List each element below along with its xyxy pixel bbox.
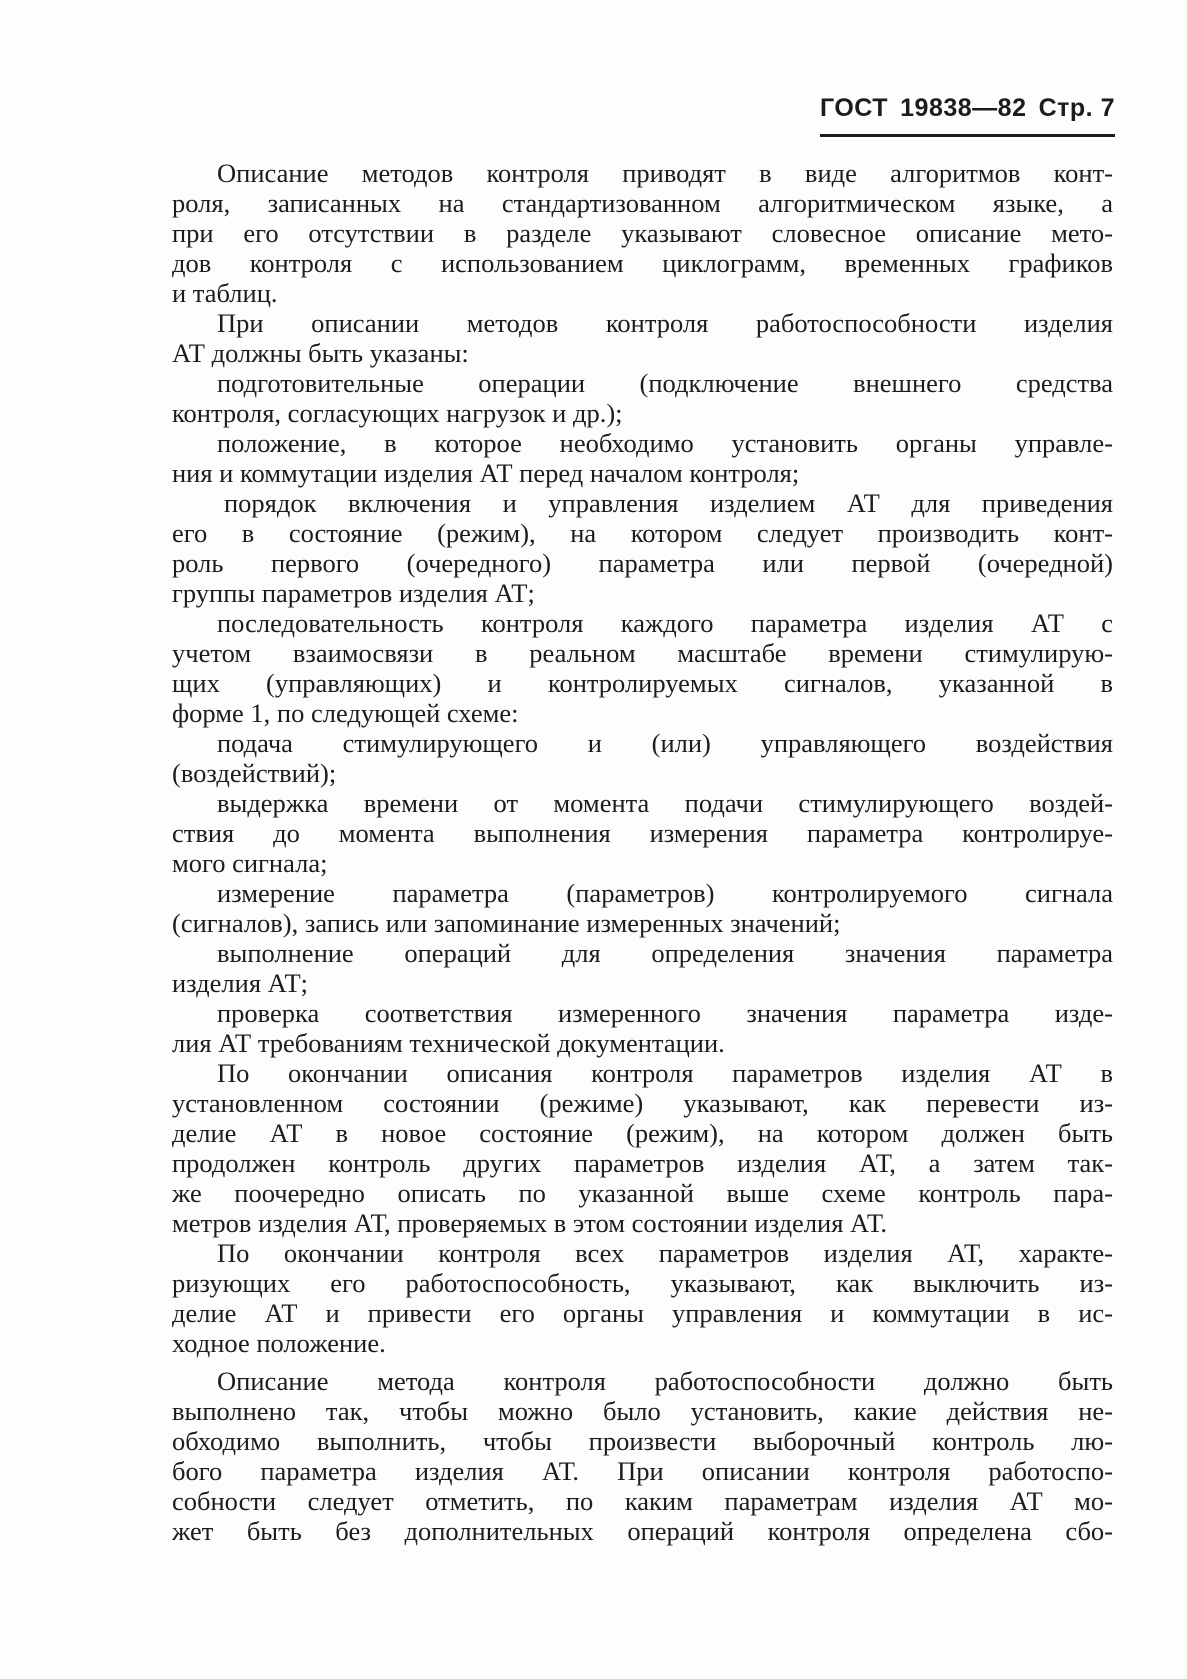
text-line: выдержка времени от момента подачи стимулирующего воздей- bbox=[217, 788, 1113, 818]
text-line: метров изделия АТ, проверяемых в этом состоянии изделия АТ. bbox=[172, 1208, 888, 1238]
paragraph bbox=[172, 158, 1113, 308]
text-line: контроля, согласующих нагрузок и др.); bbox=[172, 398, 623, 428]
text-line: же поочередно описать по указанной выше схеме контроль пара- bbox=[172, 1178, 1113, 1208]
text-line: выполнение операций для определения значения параметра bbox=[217, 938, 1113, 968]
text-line: подготовительные операции (подключение внешнего средства bbox=[217, 368, 1113, 398]
paragraph bbox=[172, 308, 1113, 368]
text-line: жет быть без дополнительных операций контроля определена сбо- bbox=[172, 1516, 1113, 1546]
paragraph bbox=[172, 608, 1113, 728]
text-line: По окончании описания контроля параметров изделия АТ в bbox=[217, 1058, 1113, 1088]
text-line: Описание методов контроля приводят в виде алгоритмов конт- bbox=[217, 158, 1113, 188]
text-line: обходимо выполнить, чтобы произвести выборочный контроль лю- bbox=[172, 1426, 1113, 1456]
page-header bbox=[820, 94, 1115, 123]
paragraph bbox=[172, 1238, 1113, 1358]
text-line: мого сигнала; bbox=[172, 848, 328, 878]
text-line: делие АТ в новое состояние (режим), на котором должен быть bbox=[172, 1118, 1113, 1148]
text-line: группы параметров изделия АТ; bbox=[172, 578, 535, 608]
standard-label: ГОСТ bbox=[820, 94, 888, 122]
text-line: продолжен контроль других параметров изделия АТ, а затем так- bbox=[172, 1148, 1113, 1178]
text-line: при его отсутствии в разделе указывают словесное описание мето- bbox=[172, 218, 1113, 248]
text-line: проверка соответствия измеренного значения параметра изде- bbox=[217, 998, 1113, 1028]
text-line: форме 1, по следующей схеме: bbox=[172, 698, 519, 728]
paragraph bbox=[172, 938, 1113, 998]
text-line: его в состояние (режим), на котором следует производить конт- bbox=[172, 518, 1113, 548]
text-line: положение, в которое необходимо установить органы управле- bbox=[217, 428, 1113, 458]
text-line: (воздействий); bbox=[172, 758, 337, 788]
standard-number: 19838—82 bbox=[900, 94, 1027, 122]
text-line: При описании методов контроля работоспособности изделия bbox=[217, 308, 1113, 338]
paragraph bbox=[172, 788, 1113, 878]
text-line: и таблиц. bbox=[172, 278, 278, 308]
text-line: бого параметра изделия АТ. При описании контроля работоспо- bbox=[172, 1456, 1113, 1486]
text-line: АТ должны быть указаны: bbox=[172, 338, 469, 368]
paragraph bbox=[172, 878, 1113, 938]
text-line: учетом взаимосвязи в реальном масштабе времени стимулирую- bbox=[172, 638, 1113, 668]
text-line: порядок включения и управления изделием АТ для приведения bbox=[224, 488, 1113, 518]
paragraph bbox=[172, 728, 1113, 788]
paragraph-gap bbox=[172, 1358, 1113, 1366]
text-line: измерение параметра (параметров) контролируемого сигнала bbox=[217, 878, 1113, 908]
paragraph bbox=[172, 1058, 1113, 1238]
text-line: подача стимулирующего и (или) управляющего воздействия bbox=[217, 728, 1113, 758]
text-line: Описание метода контроля работоспособности должно быть bbox=[217, 1366, 1113, 1396]
page-number: Стр. 7 bbox=[1038, 94, 1115, 122]
paragraph bbox=[172, 368, 1113, 428]
text-line: По окончании контроля всех параметров изделия АТ, характе- bbox=[217, 1238, 1113, 1268]
text-line: роль первого (очередного) параметра или первой (очередной) bbox=[172, 548, 1113, 578]
body-text bbox=[172, 158, 1113, 1546]
text-line: изделия АТ; bbox=[172, 968, 308, 998]
text-line: ризующих его работоспособность, указывают, как выключить из- bbox=[172, 1268, 1113, 1298]
paragraph bbox=[172, 1366, 1113, 1546]
text-line: ствия до момента выполнения измерения параметра контролируе- bbox=[172, 818, 1113, 848]
text-line: последовательность контроля каждого параметра изделия АТ с bbox=[217, 608, 1113, 638]
paragraph bbox=[172, 428, 1113, 488]
header-rule bbox=[820, 134, 1115, 137]
text-line: дов контроля с использованием циклограмм, временных графиков bbox=[172, 248, 1113, 278]
text-line: выполнено так, чтобы можно было установить, какие действия не- bbox=[172, 1396, 1113, 1426]
paragraph bbox=[172, 998, 1113, 1058]
text-line: щих (управляющих) и контролируемых сигналов, указанной в bbox=[172, 668, 1113, 698]
text-line: роля, записанных на стандартизованном алгоритмическом языке, а bbox=[172, 188, 1113, 218]
paragraph bbox=[172, 488, 1113, 608]
text-line: ходное положение. bbox=[172, 1328, 386, 1358]
text-line: делие АТ и привести его органы управления и коммутации в ис- bbox=[172, 1298, 1113, 1328]
text-line: ния и коммутации изделия АТ перед началом контроля; bbox=[172, 458, 800, 488]
text-line: собности следует отметить, по каким параметрам изделия АТ мо- bbox=[172, 1486, 1113, 1516]
text-line: установленном состоянии (режиме) указывают, как перевести из- bbox=[172, 1088, 1113, 1118]
text-line: (сигналов), запись или запоминание измеренных значений; bbox=[172, 908, 841, 938]
text-line: лия АТ требованиям технической документации. bbox=[172, 1028, 725, 1058]
